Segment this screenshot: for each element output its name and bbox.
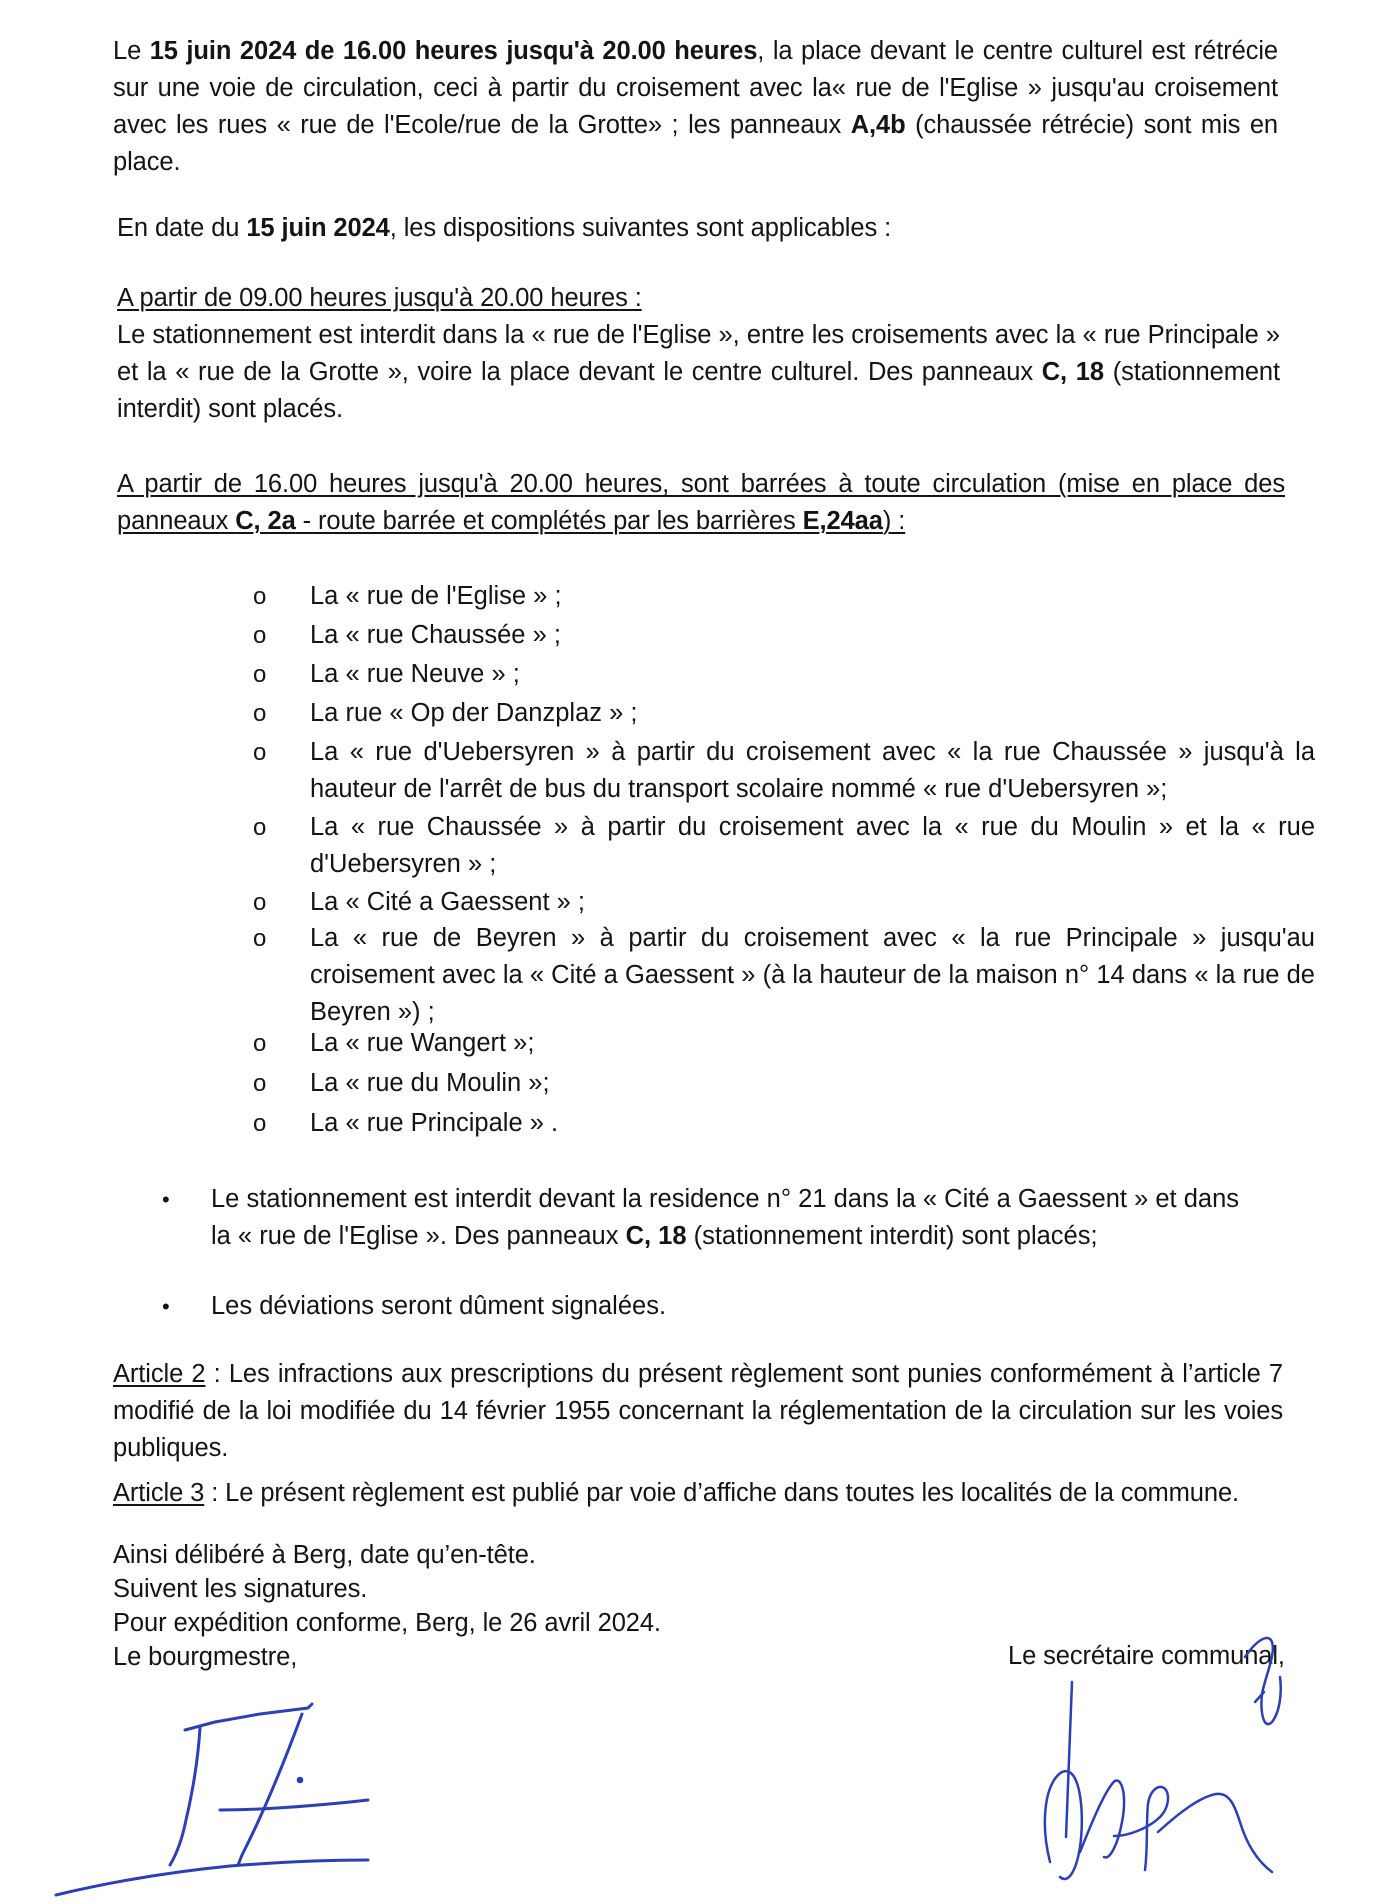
list-marker: o xyxy=(253,700,267,727)
article-2-label: Article 2 xyxy=(113,1360,206,1388)
section2-heading: A partir de 16.00 heures jusqu'à 20.00 heures, sont barrées à toute circulation (mise en place des panneaux C, 2a - route barrée et complétés par les barrières E,24aa) : xyxy=(117,470,1285,535)
closing-line-3: Pour expédition conforme, Berg, le 26 avril 2024. xyxy=(113,1609,661,1637)
section1-heading: A partir de 09.00 heures jusqu'à 20.00 heures : xyxy=(117,284,642,312)
list-marker: o xyxy=(253,889,267,916)
list-marker: o xyxy=(253,583,267,610)
article-2: Article 2 : Les infractions aux prescriptions du présent règlement sont punies conformément à l’article 7 modifié de la loi modifiée du 14 février 1955 concernant la réglementation de la circulation sur les voies publiques. xyxy=(113,1360,1284,1462)
list-marker: o xyxy=(253,814,267,841)
article-3: Article 3 : Le présent règlement est publié par voie d’affiche dans toutes les localités de la commune. xyxy=(113,1479,1240,1507)
secretary-label: Le secrétaire communal, xyxy=(1008,1642,1285,1670)
list-marker: o xyxy=(253,1070,267,1097)
list-marker: o xyxy=(253,622,267,649)
intro-paragraph: Le 15 juin 2024 de 16.00 heures jusqu'à 20.00 heures, la place devant le centre culturel est rétrécie sur une voie de circulation, ceci à partir du croisement avec la« rue de l'Eglise » jusqu'au croisement avec les rues « rue de l'Ecole/rue de la Grotte» ; les panneaux A,4b (chaussée rétrécie) sont mis en place. xyxy=(113,37,1279,176)
closing-line-1: Ainsi délibéré à Berg, date qu’en-tête. xyxy=(113,1541,536,1569)
section1-paragraph: Le stationnement est interdit dans la « rue de l'Eglise », entre les croisements avec la « rue Principale » et la « rue de la Grotte », voire la place devant le centre culturel. Des panneaux C, 18 (stationnement interdit) sont placés. xyxy=(117,321,1280,423)
closing-line-2: Suivent les signatures. xyxy=(113,1575,368,1603)
secretary-signature xyxy=(1010,1622,1340,1897)
mayor-signature xyxy=(50,1670,380,1900)
bullet-marker: • xyxy=(162,1187,170,1212)
mayor-label: Le bourgmestre, xyxy=(113,1643,298,1671)
list-marker: o xyxy=(253,739,267,766)
list-marker: o xyxy=(253,1030,267,1057)
bullet-marker: • xyxy=(162,1294,170,1319)
article-3-label: Article 3 xyxy=(113,1479,205,1507)
date-paragraph: En date du 15 juin 2024, les dispositions suivantes sont applicables : xyxy=(117,214,892,242)
list-marker: o xyxy=(253,1110,267,1137)
list-marker: o xyxy=(253,925,267,952)
list-marker: o xyxy=(253,661,267,688)
document-page: Le 15 juin 2024 de 16.00 heures jusqu'à 20.00 heures, la place devant le centre culturel est rétrécie sur une voie de circulation, ceci à partir du croisement avec la« rue de l'Eglise » jusqu'au croisement avec les rues « rue de l'Ecole/rue de la Grotte» ; les panneaux A,4b (chaussée rétrécie) sont mis en place. En date du 15 juin 2024, les dispositions suivantes sont applicables : A partir de 09.00 heures jusqu'à 20.00 heures : Le stationnement est interdit dans la « rue de l'Eglise », entre les croisements avec la « rue Principale » et la « rue de la Grotte », voire la place devant le centre culturel. Des panneaux C, 18 (stationnement interdit) sont placés. A partir de 16.00 heures jusqu'à 20.00 heures, sont barrées à toute circulation (mise en place des panneaux C, 2a - route barrée et complétés par les barrières E,24aa) : o La « rue de l'Eglise » ; o La « rue Chaussée » ; o La « rue Neuve » ; o La rue « Op der Danzplaz » ; o La « rue d'Uebersyren » à partir du croisement avec « la rue Chaussée » jusqu'à la hauteur de l'arrêt de bus du transport scolaire nommé « rue d'Uebersyren »; o La « rue Chaussée » à partir du croisement avec la « rue du Moulin » et la « rue d'Uebersyren » ; o La « Cité a Gaessent » ; o La « rue de Beyren » à partir du croisement avec « la rue Principale » jusqu'au croisement avec la « Cité a Gaessent » (à la hauteur de la maison n° 14 dans « la rue de Beyren ») ; o La « rue Wangert »; o La « rue du Moulin »; o La « rue Principale » . • Le stationnement est interdit devant la residence n° 21 dans la « Cité a Gaessent » et dans la « rue de l'Eglise ». Des panneaux C, 18 (stationnement interdit) sont placés; • Les déviations seront dûment signalées. Article 2 : Les infractions aux prescriptions du présent règlement sont punies conformément à l’article 7 modifié de la loi modifiée du 14 février 1955 concernant la réglementation de la circulation sur les voies publiques. Article 3 : Le présent règlement est publié par voie d’affiche dans toutes les localités de la commune. Ainsi délibéré à Berg, date qu’en-tête. Suivent les signatures. Pour expédition conforme, Berg, le 26 avril 2024. Le bourgmestre, Le secrétaire communal, xyxy=(0,0,1384,1904)
